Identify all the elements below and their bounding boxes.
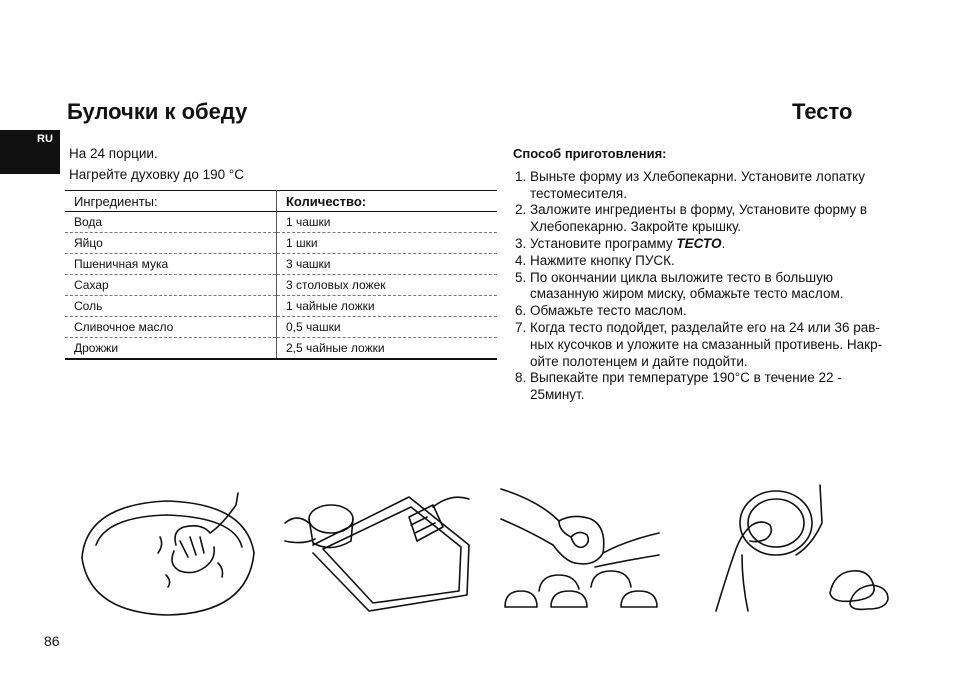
quantity-column-header: Количество:	[277, 191, 498, 212]
ingredient-quantity: 2,5 чайные ложки	[286, 341, 385, 355]
table-row	[65, 296, 497, 317]
ingredient-name: Пшеничная мука	[65, 254, 277, 275]
method-step: 8. Выпекайте при температуре 190°С в течение 22 - 25минут.	[530, 370, 893, 404]
ingredient-quantity: 1 шки	[277, 233, 498, 254]
ingredient-quantity: 1 чашки	[277, 212, 498, 233]
section-title: Тесто	[792, 99, 853, 124]
method-step	[530, 236, 893, 253]
page-number: 86	[44, 633, 60, 649]
ingredient-quantity: 3 столовых ложек	[277, 275, 498, 296]
ingredient-name: Яйцо	[65, 233, 277, 254]
servings-text: На 24 порции.	[69, 146, 158, 161]
language-tab: RU	[0, 130, 60, 174]
method-section	[513, 146, 893, 404]
ingredient-quantity: 0,5 чашки	[277, 317, 498, 338]
step-text: .	[721, 235, 726, 251]
page-title: Булочки к обеду	[67, 99, 248, 124]
step-text: Установите программу	[530, 235, 677, 251]
method-step: 4. Нажмите кнопку ПУСК.	[530, 253, 893, 270]
ingredient-name: Вода	[65, 212, 277, 233]
ingredients-table	[65, 190, 497, 360]
table-row	[65, 254, 497, 275]
method-step: 6. Обмажьте тесто маслом.	[530, 303, 893, 320]
brushing-tray-illustration	[283, 483, 473, 618]
ingredient-name: Дрожжи	[65, 338, 277, 360]
ingredient-name: Соль	[65, 296, 277, 317]
table-row	[65, 233, 497, 254]
table-row	[65, 212, 497, 233]
ingredient-quantity: 1 чайные ложки	[277, 296, 498, 317]
table-header-row	[65, 191, 497, 212]
ingredient-quantity: 3 чашки	[277, 254, 498, 275]
table-row	[65, 338, 497, 360]
method-steps	[513, 169, 893, 404]
method-step: 1. Выньте форму из Хлебопекарни. Установите лопатку тестомесителя.	[530, 169, 893, 203]
method-step: 5. По окончании цикла выложите тесто в большую смазанную жиром миску, обмажьте тесто маслом.	[530, 270, 893, 304]
method-step: 7. Когда тесто подойдет, разделайте его на 24 или 36 рав-ных кусочков и уложите на смазанный противень. Накр-ойте полотенцем и дайте подойти.	[530, 320, 893, 370]
table-row	[65, 317, 497, 338]
oven-temperature-text: Нагрейте духовку до 190 °С	[69, 167, 245, 182]
program-name: ТЕСТО	[676, 235, 722, 251]
method-step: 2. Заложите ингредиенты в форму, Установите форму в Хлебопекарню. Закройте крышку.	[530, 202, 893, 236]
ingredient-name: Сахар	[65, 275, 277, 296]
ingredient-name: Сливочное масло	[65, 317, 277, 338]
method-title: Способ приготовления:	[513, 146, 667, 161]
ingredients-column-header: Ингредиенты:	[65, 191, 277, 212]
table-row	[65, 275, 497, 296]
kneading-dough-illustration	[76, 483, 262, 618]
flattening-rolls-illustration	[712, 483, 892, 618]
shaping-dough-illustration	[499, 483, 663, 618]
